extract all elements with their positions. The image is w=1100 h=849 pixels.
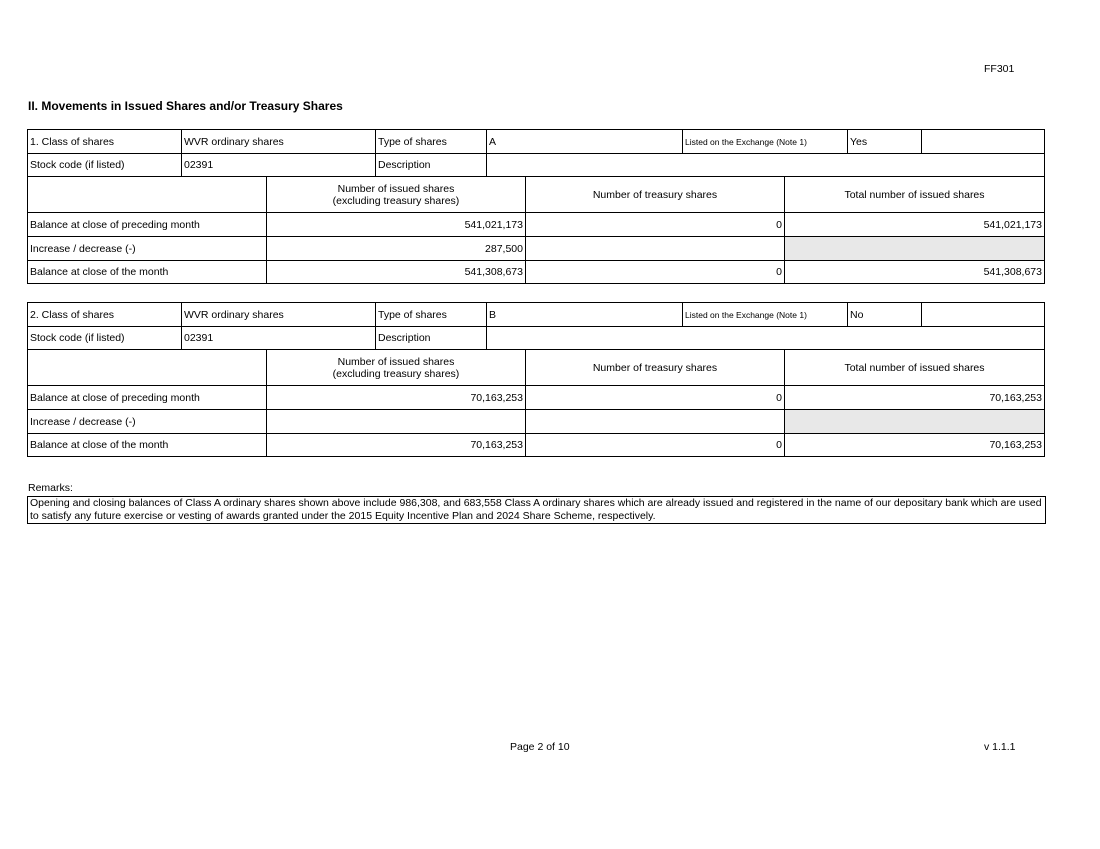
version-label: v 1.1.1 — [984, 741, 1016, 753]
balance-close-label: Balance at close of the month — [28, 261, 267, 284]
header-blank — [28, 350, 267, 386]
stock-code-label: Stock code (if listed) — [28, 154, 182, 177]
empty-cell — [922, 130, 1045, 154]
empty-cell — [922, 303, 1045, 327]
balance-preceding-label: Balance at close of preceding month — [28, 386, 267, 410]
description-label: Description — [376, 154, 487, 177]
stock-code-value: 02391 — [182, 154, 376, 177]
listed-label: Listed on the Exchange (Note 1) — [683, 130, 848, 154]
closing-issued-value: 541,308,673 — [267, 261, 526, 284]
stock-code-label: Stock code (if listed) — [28, 327, 182, 350]
closing-treasury-value: 0 — [526, 434, 785, 457]
increase-decrease-label: Increase / decrease (-) — [28, 237, 267, 261]
treasury-shares-header: Number of treasury shares — [526, 177, 785, 213]
issued-shares-header — [267, 177, 526, 213]
preceding-treasury-value: 0 — [526, 213, 785, 237]
issued-shares-header-line1: Number of issued shares — [337, 182, 455, 195]
closing-issued-value: 70,163,253 — [267, 434, 526, 457]
remarks-label: Remarks: — [28, 482, 73, 494]
stock-code-value: 02391 — [182, 327, 376, 350]
change-total-value — [785, 410, 1045, 434]
closing-total-value: 541,308,673 — [785, 261, 1045, 284]
change-total-value — [785, 237, 1045, 261]
section-title: II. Movements in Issued Shares and/or Treasury Shares — [28, 99, 343, 113]
balance-close-label: Balance at close of the month — [28, 434, 267, 457]
change-issued-value: 287,500 — [267, 237, 526, 261]
change-treasury-value — [526, 410, 785, 434]
type-of-shares-value: B — [487, 303, 683, 327]
issued-shares-header-line2: (excluding treasury shares) — [332, 367, 460, 380]
type-of-shares-label: Type of shares — [376, 130, 487, 154]
description-value — [487, 327, 1045, 350]
issued-shares-header-line1: Number of issued shares — [337, 355, 455, 368]
preceding-total-value: 70,163,253 — [785, 386, 1045, 410]
form-code: FF301 — [984, 63, 1015, 75]
closing-total-value: 70,163,253 — [785, 434, 1045, 457]
listed-value: No — [848, 303, 922, 327]
class-name-value: WVR ordinary shares — [182, 303, 376, 327]
remarks-text: Opening and closing balances of Class A ordinary shares shown above include 986,308, and 683,558 Class A ordinary shares which are already issued and registered in the name of our depositary bank which are used to satisfy any future exercise or vesting of awards granted under the 2015 Equity Incentive Plan and 2024 Share Scheme, respectively. — [27, 496, 1046, 524]
listed-label: Listed on the Exchange (Note 1) — [683, 303, 848, 327]
preceding-issued-value: 541,021,173 — [267, 213, 526, 237]
listed-value: Yes — [848, 130, 922, 154]
treasury-shares-header: Number of treasury shares — [526, 350, 785, 386]
issued-shares-header — [267, 350, 526, 386]
class-2-info-table — [27, 302, 1045, 350]
total-issued-header: Total number of issued shares — [785, 350, 1045, 386]
total-issued-header: Total number of issued shares — [785, 177, 1045, 213]
header-blank — [28, 177, 267, 213]
class-1-info-table — [27, 129, 1045, 177]
change-treasury-value — [526, 237, 785, 261]
page-number: Page 2 of 10 — [510, 741, 570, 753]
class-name-value: WVR ordinary shares — [182, 130, 376, 154]
class-2-balance-table — [27, 349, 1045, 457]
description-value — [487, 154, 1045, 177]
closing-treasury-value: 0 — [526, 261, 785, 284]
preceding-total-value: 541,021,173 — [785, 213, 1045, 237]
description-label: Description — [376, 327, 487, 350]
class-1-balance-table — [27, 176, 1045, 284]
issued-shares-header-line2: (excluding treasury shares) — [332, 194, 460, 207]
increase-decrease-label: Increase / decrease (-) — [28, 410, 267, 434]
type-of-shares-label: Type of shares — [376, 303, 487, 327]
preceding-issued-value: 70,163,253 — [267, 386, 526, 410]
type-of-shares-value: A — [487, 130, 683, 154]
class-label: 2. Class of shares — [28, 303, 182, 327]
class-label: 1. Class of shares — [28, 130, 182, 154]
change-issued-value — [267, 410, 526, 434]
balance-preceding-label: Balance at close of preceding month — [28, 213, 267, 237]
preceding-treasury-value: 0 — [526, 386, 785, 410]
